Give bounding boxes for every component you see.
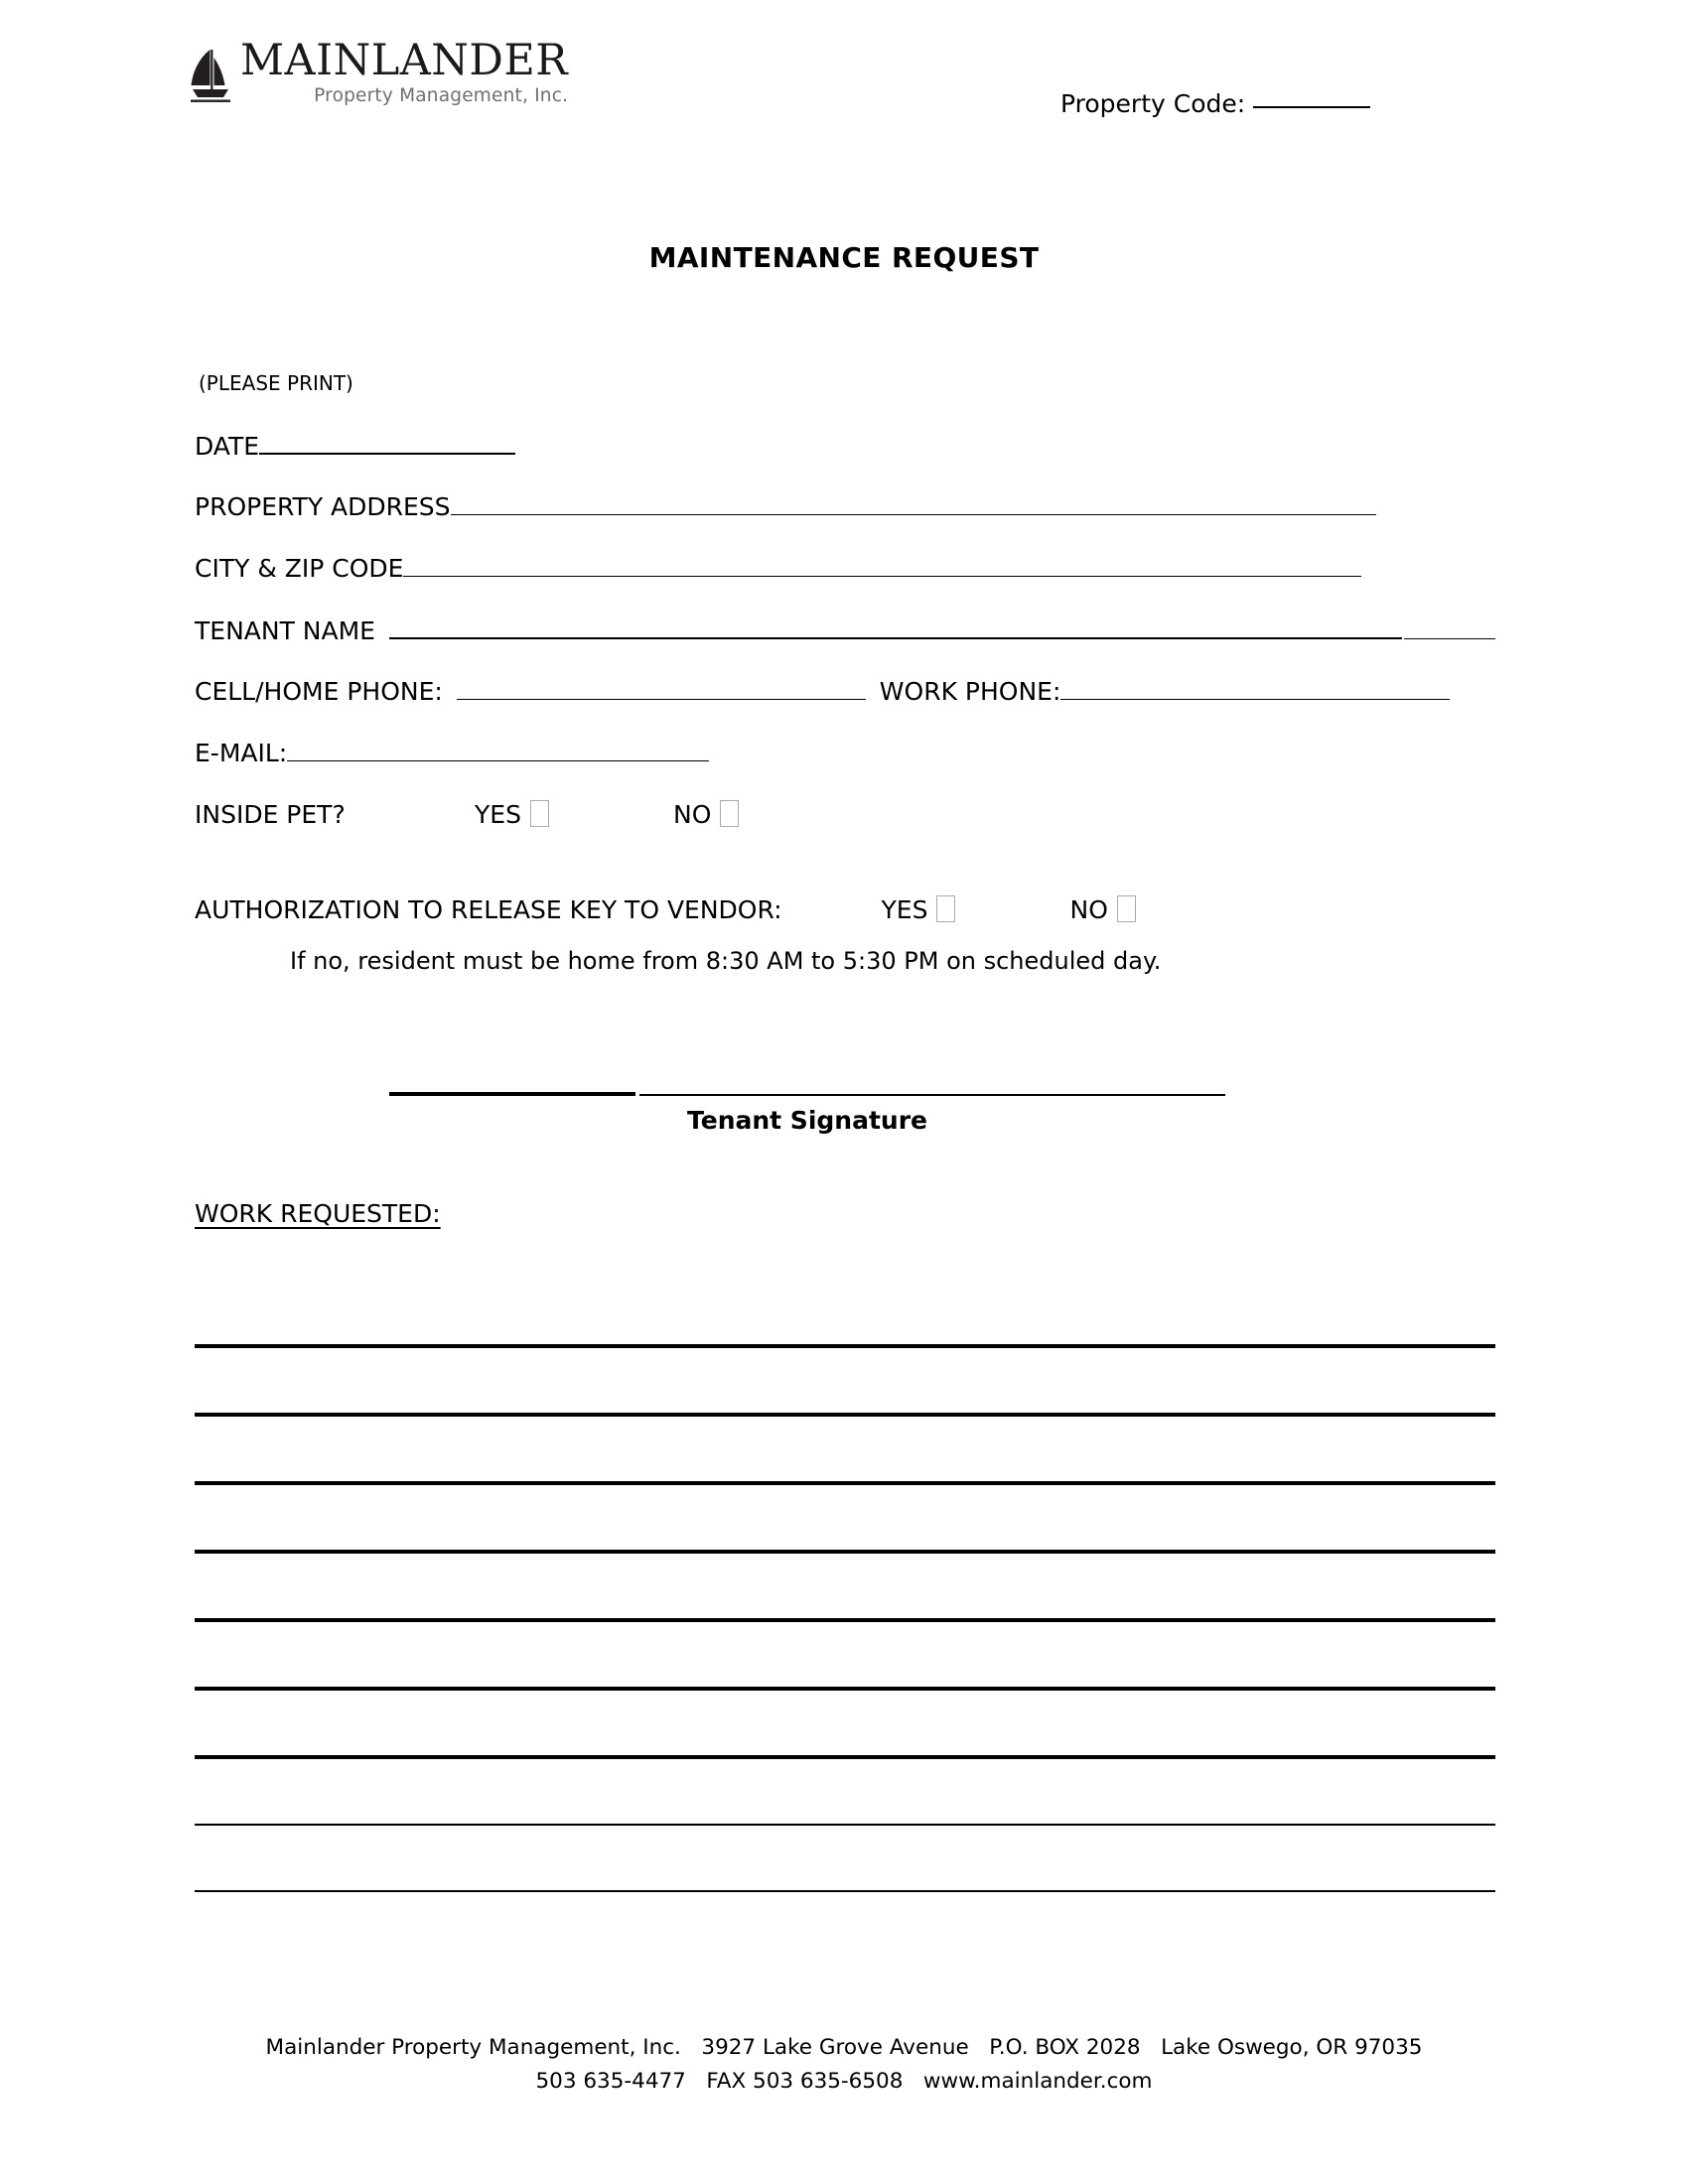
property-code-label: Property Code: [1060,89,1246,118]
email-input-blank[interactable] [287,739,709,761]
property-code-field [1060,89,1370,118]
footer-address: Mainlander Property Management, Inc. 3927 Lake Grove Avenue P.O. BOX 2028 Lake Oswego, OR 97035 [265,2035,1423,2060]
company-logo [189,36,569,106]
field-row-inside-pet [195,800,1495,836]
email-label: E-MAIL: [195,739,288,767]
work-requested-heading: WORK REQUESTED: [195,1199,441,1228]
work-line[interactable] [195,1554,1495,1622]
work-phone-label: WORK PHONE: [879,677,1061,706]
work-line[interactable] [195,1417,1495,1485]
tenant-name-label: TENANT NAME [195,616,375,645]
authorization-no-label: NO [1069,895,1108,924]
inside-pet-no-option[interactable] [673,800,739,829]
document-header [0,0,1688,149]
work-line[interactable] [195,1485,1495,1554]
authorization-note: If no, resident must be home from 8:30 AM to 5:30 PM on scheduled day. [290,947,1162,975]
cell-home-phone-label: CELL/HOME PHONE: [195,677,443,706]
logo-text-block [240,36,569,106]
authorization-yes-option[interactable] [882,895,1070,924]
work-requested-lines [195,1280,1495,1892]
inside-pet-yes-label: YES [475,800,521,829]
authorization-yes-label: YES [881,895,928,924]
property-address-input-blank[interactable] [451,492,1376,515]
document-footer [0,2031,1688,2099]
field-row-tenant-name [195,615,1495,651]
please-print-note: (PLEASE PRINT) [199,371,353,395]
inside-pet-yes-option[interactable] [475,800,673,829]
property-code-blank[interactable] [1253,106,1370,108]
work-line[interactable] [195,1691,1495,1759]
work-line[interactable] [195,1759,1495,1826]
property-address-label: PROPERTY ADDRESS [195,492,451,521]
date-label: DATE [195,432,260,461]
field-row-property-address [195,492,1495,528]
field-row-date [195,431,1495,467]
tenant-name-input-blank[interactable] [389,615,1402,639]
authorization-no-checkbox[interactable] [1117,895,1136,922]
sailboat-icon [189,46,234,103]
work-phone-input-blank[interactable] [1060,677,1450,700]
signature-block [195,1048,1495,1144]
field-row-city-zip [195,554,1495,590]
inside-pet-no-label: NO [673,800,712,829]
field-row-email [195,739,1495,774]
tenant-name-input-blank-ext[interactable] [1404,616,1495,639]
footer-contact: 503 635-4477 FAX 503 635-6508 www.mainlander.com [535,2069,1153,2094]
inside-pet-label: INSIDE PET? [195,800,346,829]
logo-wordmark: MAINLANDER [240,36,569,85]
cell-home-phone-input-blank[interactable] [457,677,866,700]
date-input-blank[interactable] [259,431,515,455]
work-line[interactable] [195,1826,1495,1892]
signature-line-right[interactable] [639,1094,1225,1096]
signature-caption: Tenant Signature [687,1106,927,1135]
work-line[interactable] [195,1622,1495,1691]
page-title: MAINTENANCE REQUEST [648,241,1040,274]
authorization-yes-checkbox[interactable] [936,895,955,922]
authorization-no-option[interactable] [1070,895,1136,924]
inside-pet-yes-checkbox[interactable] [530,800,549,827]
work-line[interactable] [195,1348,1495,1417]
work-line[interactable] [195,1280,1495,1348]
maintenance-request-form [195,371,1495,1892]
logo-tagline: Property Management, Inc. [314,85,569,106]
field-row-authorization [195,895,1495,931]
city-zip-label: CITY & ZIP CODE [195,554,404,583]
inside-pet-no-checkbox[interactable] [720,800,739,827]
city-zip-input-blank[interactable] [403,554,1361,577]
field-row-phones [195,677,1495,713]
signature-line-left[interactable] [389,1092,635,1096]
authorization-label: AUTHORIZATION TO RELEASE KEY TO VENDOR: [195,895,782,924]
